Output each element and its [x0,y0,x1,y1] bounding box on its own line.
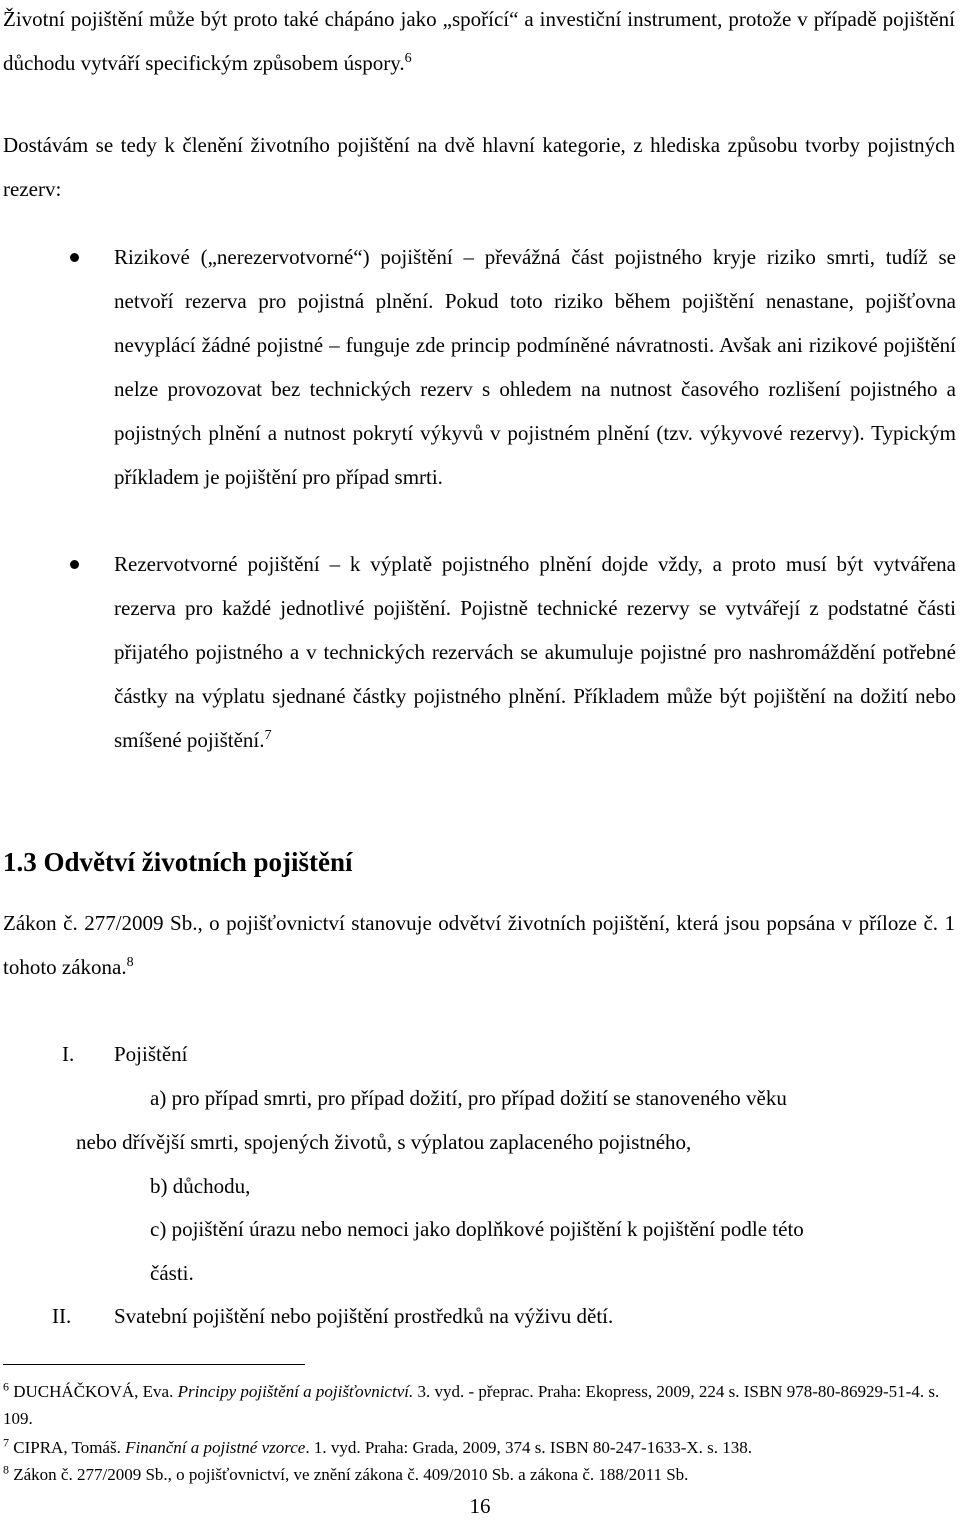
footnote-6 [3,1378,955,1432]
bullet-reserve-text: Rezervotvorné pojištění – k výplatě pojistného plnění dojde vždy, a proto musí být vytvářena rezerva pro každé jednotlivé pojištění. Pojistně technické rezervy se vytvářejí z podstatné části přijatého pojistného a v technických rezervách se akumuluje pojistné pro nashromáždění potřebné částky na výplatu sjednané částky pojistného plnění. Příkladem může být pojištění na dožití nebo smíšené pojištění. [114,552,956,752]
list-item-a-line2: nebo dřívější smrti, spojených životů, s výplatou zaplaceného pojistného, [76,1130,692,1154]
list-roman-1: I. [62,1042,75,1066]
footnote-separator [3,1364,305,1365]
footnote-7-title: Finanční a pojistné vzorce [125,1438,306,1457]
list-item-a-line1: a) pro případ smrti, pro případ dožití, pro případ dožití se stanoveného věku [150,1086,787,1110]
list-item-c-line1: c) pojištění úrazu nebo nemoci jako doplňkové pojištění k pojištění podle této [150,1217,804,1241]
section-text: Zákon č. 277/2009 Sb., o pojišťovnictví stanovuje odvětví životních pojištění, která jsou popsána v příloze č. 1 tohoto zákona. [3,911,955,979]
footnote-6-number: 6 [3,1379,9,1394]
bullet-reserve-insurance [114,542,956,762]
page-number: 16 [469,1494,491,1518]
footnote-7-number: 7 [3,1435,9,1450]
intro-paragraph [3,0,955,85]
list-item-c-line2: části. [150,1261,194,1285]
bullet-risk-insurance: Rizikové („nerezervotvorné“) pojištění – převážná část pojistného kryje riziko smrti, tudíž se netvoří rezerva pro pojistná plnění. Pokud toto riziko během pojištění nenastane, pojišťovna nevyplácí žádné pojistné – funguje zde princip podmíněné návratnosti. Avšak ani rizikové pojištění nelze provozovat bez technických rezerv s ohledem na nutnost časového rozlišení pojistného a pojistných plnění a nutnost pokrytí výkyvů v pojistném plnění (tzv. výkyvové rezervy). Typickým příkladem je pojištění pro případ smrti. [114,245,956,489]
footnote-7-rest: . 1. vyd. Praha: Grada, 2009, 374 s. ISBN 80-247-1633-X. s. 138. [305,1438,752,1457]
section-heading: 1.3 Odvětví životních pojištění [3,847,353,877]
footnote-6-author: DUCHÁČKOVÁ, Eva. [13,1382,174,1401]
footnote-7-author: CIPRA, Tomáš. [13,1438,121,1457]
footnote-ref-6: 6 [404,51,412,66]
footnote-ref-8: 8 [126,955,134,970]
list-item-1-title: Pojištění [114,1042,188,1066]
list-roman-2: II. [52,1304,72,1328]
list-item-b: b) důchodu, [150,1174,251,1198]
footnote-8-number: 8 [3,1462,9,1477]
footnote-7 [3,1434,955,1461]
footnote-6-rest: 3. vyd. - přeprac. Praha: Ekopress, 2009, 224 s. ISBN 978-80-86929-51-4. s. 109. [3,1382,940,1428]
footnote-8-text: Zákon č. 277/2009 Sb., o pojišťovnictví, ve znění zákona č. 409/2010 Sb. a zákona č. 188/2011 Sb. [13,1465,689,1484]
section-paragraph [3,901,955,989]
bullet-dot-1 [70,253,79,262]
list-item-2-title: Svatební pojištění nebo pojištění prostředků na výživu dětí. [114,1304,614,1328]
intro-text: Životní pojištění může být proto také chápáno jako „spořící“ a investiční instrument, protože v případě pojištění důchodu vytváří specifickým způsobem úspory. [3,7,955,75]
classification-paragraph: Dostávám se tedy k členění životního pojištění na dvě hlavní kategorie, z hlediska způsobu tvorby pojistných rezerv: [3,133,955,201]
bullet-dot-2 [70,560,79,569]
footnote-8 [3,1461,955,1488]
footnote-6-title: Principy pojištění a pojišťovnictví. [177,1382,414,1401]
footnote-ref-7: 7 [264,728,272,743]
